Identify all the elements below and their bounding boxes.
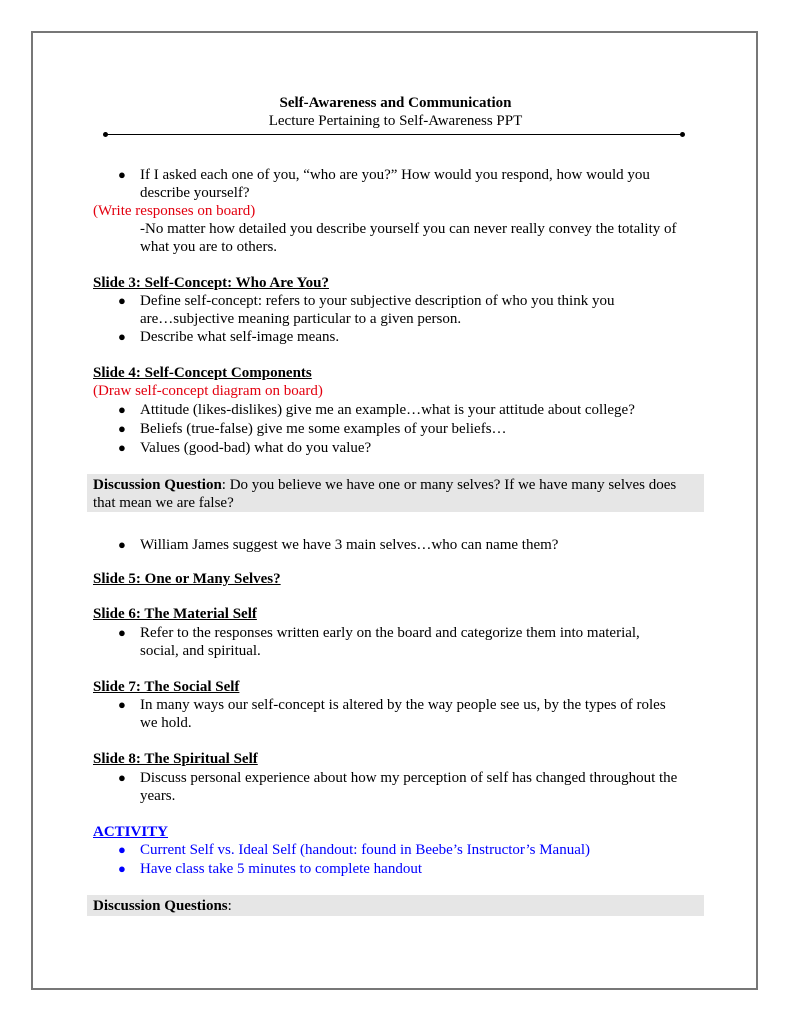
- document-subtitle: Lecture Pertaining to Self-Awareness PPT: [268, 113, 523, 129]
- james-bullet: William James suggest we have 3 main selves…who can name them?: [140, 537, 559, 553]
- activity-bullet1: Current Self vs. Ideal Self (handout: found in Beebe’s Instructor’s Manual): [140, 842, 591, 858]
- activity-heading: ACTIVITY: [93, 824, 169, 840]
- bullet-icon: ●: [118, 770, 126, 785]
- intro-instruction: (Write responses on board): [93, 203, 256, 219]
- bullet-icon: ●: [118, 537, 126, 552]
- discussion-question-text: : Do you believe we have one or many selves? If we have many selves does: [221, 477, 677, 493]
- bullet-icon: ●: [118, 402, 126, 417]
- slide7-bullet1-line2: we hold.: [140, 715, 192, 731]
- bullet-icon: ●: [118, 861, 126, 876]
- document-title: Self-Awareness and Communication: [279, 95, 512, 111]
- bullet-icon: ●: [118, 440, 126, 455]
- bullet-icon: ●: [118, 842, 126, 857]
- slide4-heading: Slide 4: Self-Concept Components: [93, 365, 312, 381]
- slide6-bullet1-line1: Refer to the responses written early on the board and categorize them into material,: [140, 625, 640, 641]
- title-divider: [105, 134, 682, 135]
- slide4-bullet3: Values (good-bad) what do you value?: [140, 440, 372, 456]
- slide3-bullet1-line2: are…subjective meaning particular to a given person.: [140, 311, 462, 327]
- activity-bullet2: Have class take 5 minutes to complete handout: [140, 861, 423, 877]
- bullet-icon: ●: [118, 625, 126, 640]
- slide3-bullet2: Describe what self-image means.: [140, 329, 340, 345]
- intro-note-line1: -No matter how detailed you describe yourself you can never really convey the totality of: [140, 221, 677, 237]
- slide8-bullet1-line2: years.: [140, 788, 176, 804]
- slide5-heading: Slide 5: One or Many Selves?: [93, 571, 281, 587]
- divider-right-dot: [680, 132, 685, 137]
- slide4-bullet1: Attitude (likes-dislikes) give me an example…what is your attitude about college?: [140, 402, 635, 418]
- bullet-icon: ●: [118, 167, 126, 182]
- slide6-heading: Slide 6: The Material Self: [93, 606, 257, 622]
- discussion-questions-line: [93, 897, 232, 915]
- discussion-questions-label: Discussion Questions: [93, 898, 228, 914]
- bullet-icon: ●: [118, 293, 126, 308]
- intro-note-line2: what you are to others.: [140, 239, 278, 255]
- discussion-question-line2: that mean we are false?: [93, 495, 234, 511]
- discussion-questions-colon: :: [227, 898, 232, 914]
- slide7-heading: Slide 7: The Social Self: [93, 679, 240, 695]
- bullet-icon: ●: [118, 329, 126, 344]
- bullet-icon: ●: [118, 421, 126, 436]
- slide7-bullet1-line1: In many ways our self-concept is altered by the way people see us, by the types of roles: [140, 697, 666, 713]
- intro-bullet-line2: describe yourself?: [140, 185, 250, 201]
- slide3-bullet1-line1: Define self-concept: refers to your subjective description of who you think you: [140, 293, 615, 309]
- discussion-question-label: Discussion Question: [93, 477, 222, 493]
- intro-bullet-line1: If I asked each one of you, “who are you?” How would you respond, how would you: [140, 167, 650, 183]
- divider-left-dot: [103, 132, 108, 137]
- slide4-instruction: (Draw self-concept diagram on board): [93, 383, 323, 399]
- slide8-bullet1-line1: Discuss personal experience about how my perception of self has changed throughout the: [140, 770, 678, 786]
- bullet-icon: ●: [118, 697, 126, 712]
- slide6-bullet1-line2: social, and spiritual.: [140, 643, 261, 659]
- slide3-heading: Slide 3: Self-Concept: Who Are You?: [93, 275, 329, 291]
- discussion-question-line1: [93, 476, 676, 494]
- slide8-heading: Slide 8: The Spiritual Self: [93, 751, 258, 767]
- slide4-bullet2: Beliefs (true-false) give me some examples of your beliefs…: [140, 421, 507, 437]
